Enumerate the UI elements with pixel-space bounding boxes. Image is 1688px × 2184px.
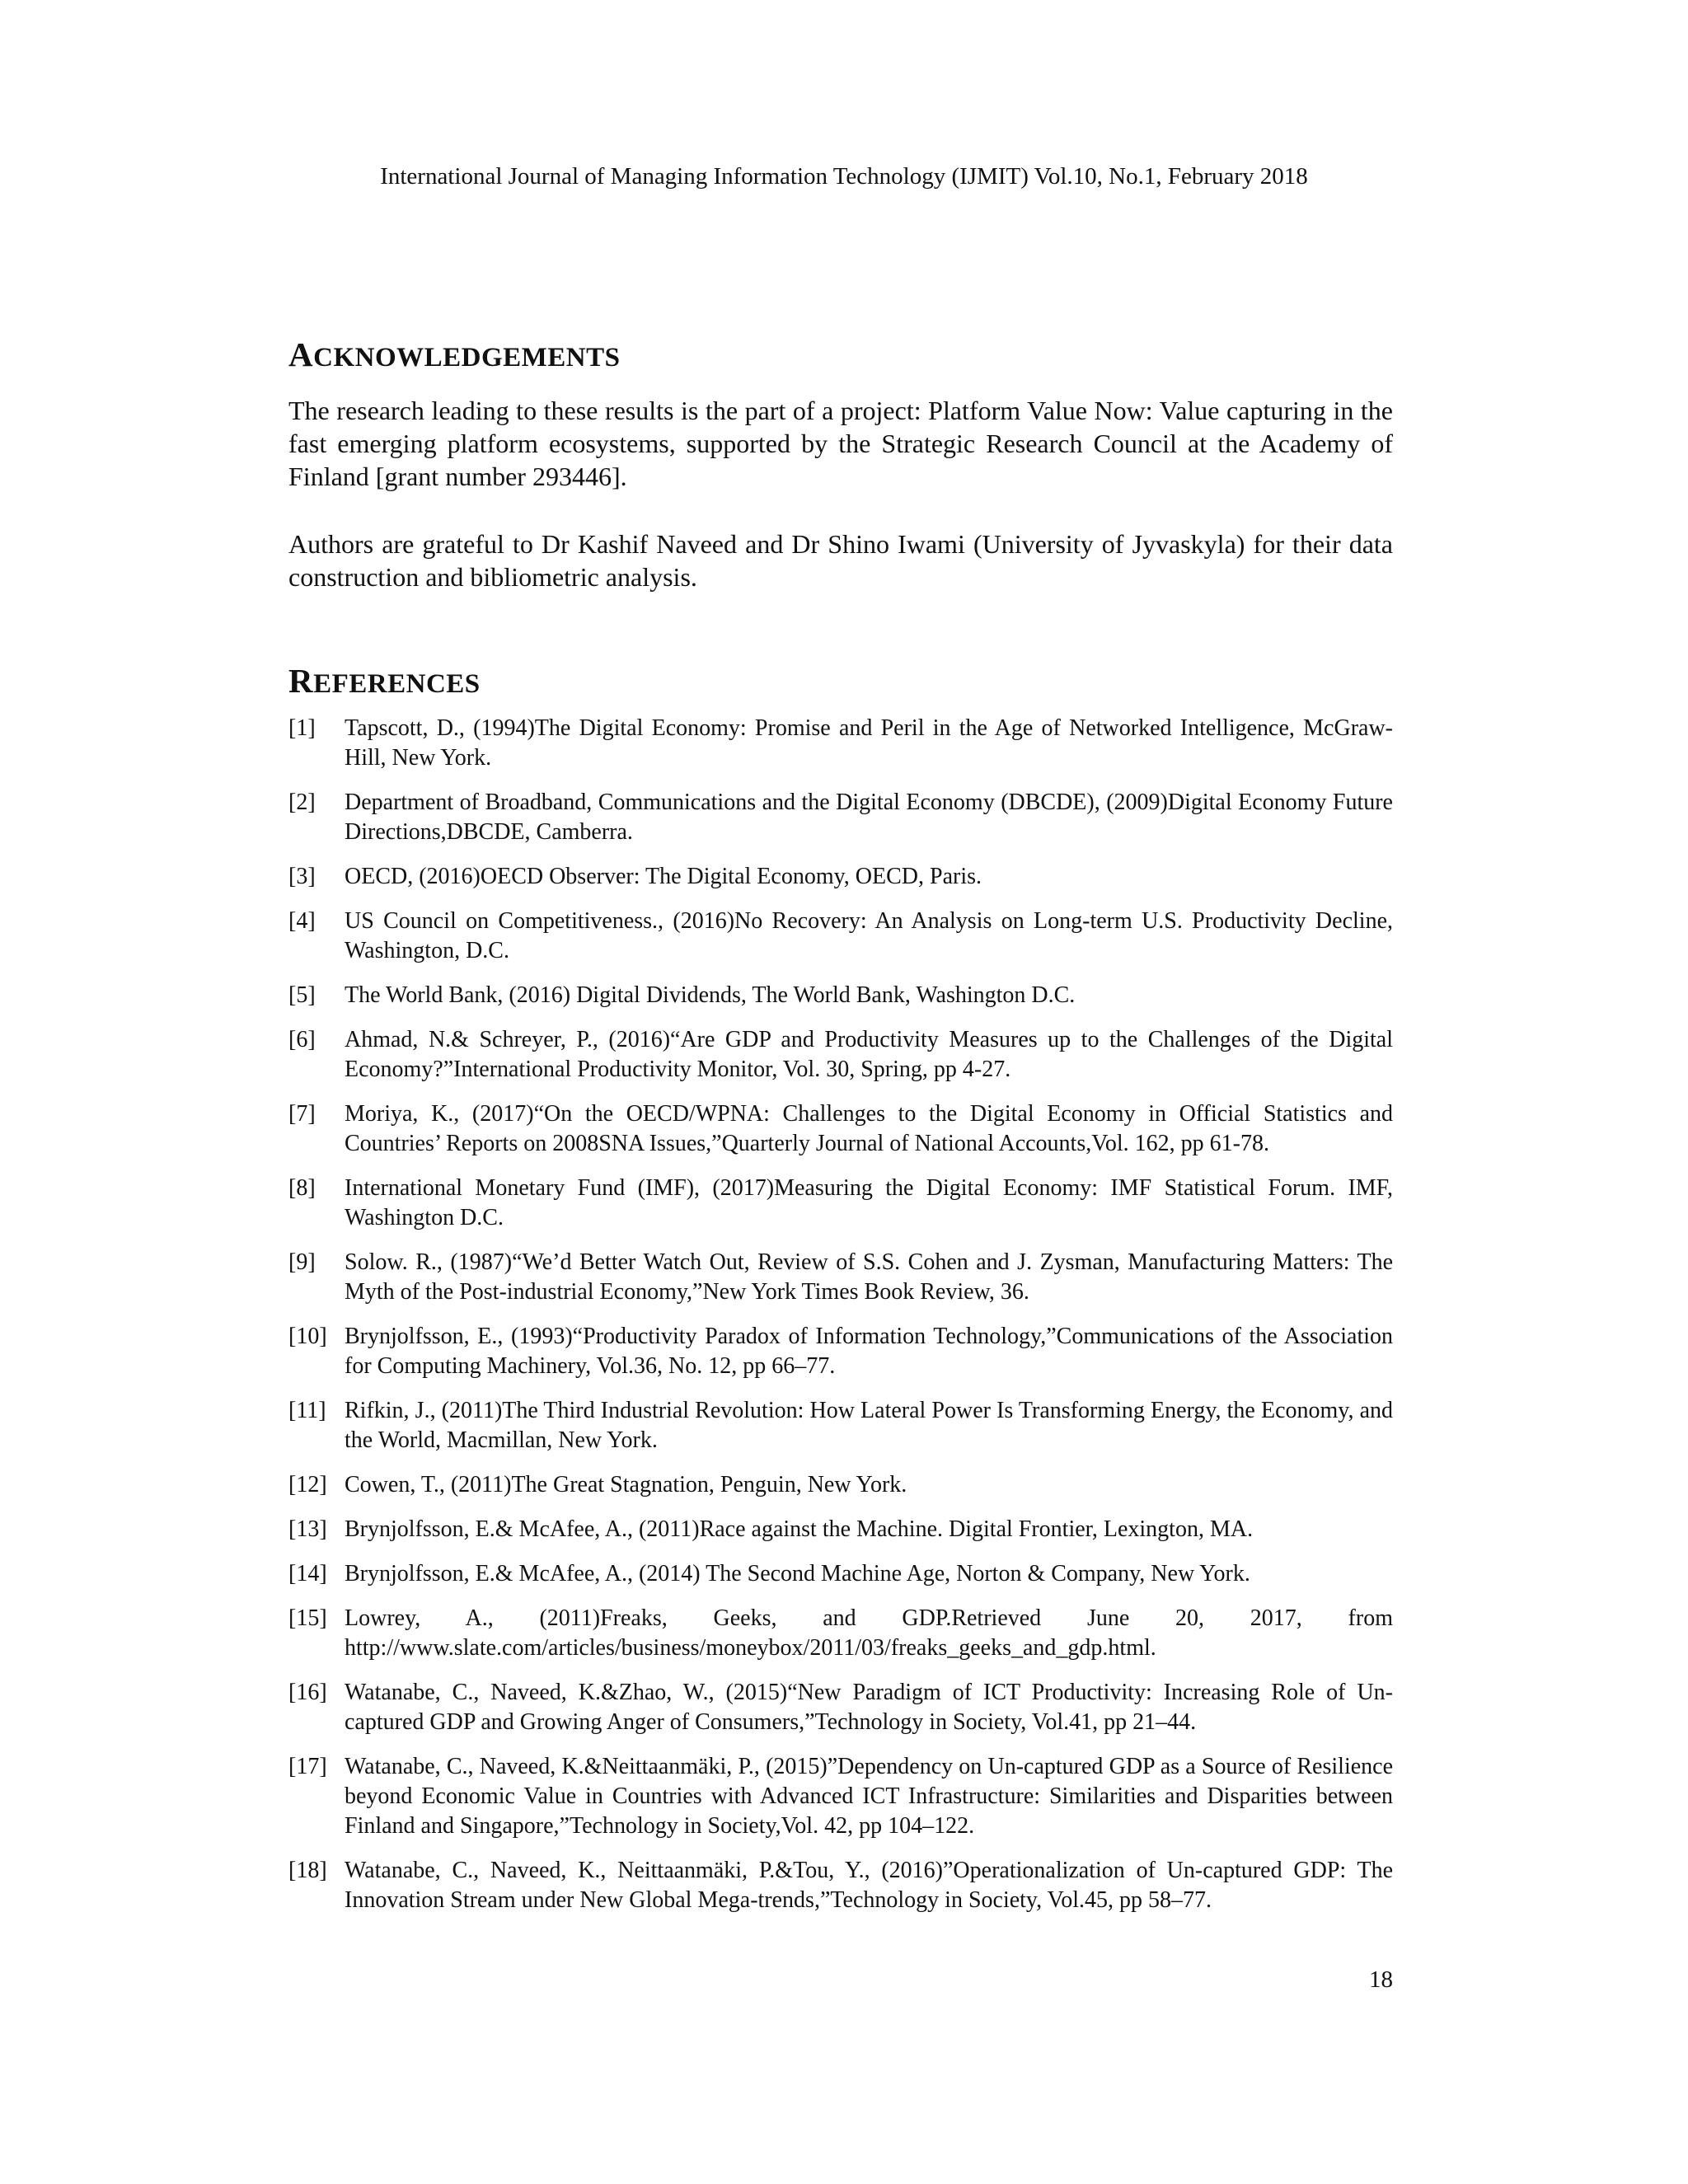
reference-text: US Council on Competitiveness., (2016)No Recovery: An Analysis on Long-term U.S. Productivity Decline, Washington, D.C. — [345, 908, 1393, 963]
acknowledgements-heading-rest: CKNOWLEDGEMENTS — [313, 343, 621, 373]
reference-item — [288, 1025, 1393, 1085]
reference-item — [288, 1322, 1393, 1381]
reference-item — [288, 907, 1393, 966]
reference-item — [288, 1248, 1393, 1307]
reference-text: Brynjolfsson, E.& McAfee, A., (2011)Race against the Machine. Digital Frontier, Lexington, MA. — [345, 1516, 1254, 1542]
reference-number: [7] — [288, 1101, 316, 1127]
reference-number: [8] — [288, 1175, 316, 1201]
acknowledgements-heading-initial: A — [288, 335, 314, 373]
reference-number: [12] — [288, 1472, 327, 1497]
page-number: 18 — [1369, 1966, 1393, 1993]
reference-number: [17] — [288, 1754, 327, 1779]
reference-number: [11] — [288, 1398, 326, 1423]
reference-number: [13] — [288, 1516, 327, 1542]
reference-text: OECD, (2016)OECD Observer: The Digital Economy, OECD, Paris. — [345, 864, 982, 889]
acknowledgements-paragraph: The research leading to these results is the part of a project: Platform Value Now: Value capturing in the fast emerging platform ecosystems, supported by the Strategic Research Council at the Academy of Finland [grant number 293446]. — [288, 396, 1393, 491]
reference-item — [288, 1515, 1393, 1544]
reference-number: [10] — [288, 1324, 327, 1349]
reference-item — [288, 1396, 1393, 1455]
reference-text: Tapscott, D., (1994)The Digital Economy: Promise and Peril in the Age of Networked Intelligence, McGraw-Hill, New York. — [345, 715, 1393, 771]
reference-text: Moriya, K., (2017)“On the OECD/WPNA: Challenges to the Digital Economy in Official Statistics and Countries’ Reports on 2008SNA Issues,”Quarterly Journal of National Accounts,Vol. 162, pp 61-78. — [345, 1101, 1393, 1156]
reference-item — [288, 981, 1393, 1010]
reference-text: Brynjolfsson, E., (1993)“Productivity Paradox of Information Technology,”Communications of the Association for Computing Machinery, Vol.36, No. 12, pp 66–77. — [345, 1324, 1393, 1379]
reference-number: [6] — [288, 1027, 316, 1052]
references-heading-rest: EFERENCES — [313, 669, 481, 699]
reference-text: Department of Broadband, Communications and the Digital Economy (DBCDE), (2009)Digital Economy Future Directions,DBCDE, Camberra. — [345, 790, 1393, 845]
reference-number: [14] — [288, 1561, 327, 1586]
reference-item — [288, 714, 1393, 773]
reference-number: [1] — [288, 715, 316, 741]
running-header: International Journal of Managing Information Technology (IJMIT) Vol.10, No.1, February 2018 — [380, 163, 1308, 190]
reference-number: [18] — [288, 1858, 327, 1883]
references-heading — [288, 663, 1393, 702]
references-heading-initial: R — [288, 662, 314, 700]
page-body — [288, 336, 1393, 1930]
reference-number: [4] — [288, 908, 316, 934]
reference-text: The World Bank, (2016) Digital Dividends, The World Bank, Washington D.C. — [345, 982, 1076, 1008]
reference-item — [288, 1099, 1393, 1159]
reference-item — [288, 1752, 1393, 1841]
reference-item — [288, 788, 1393, 847]
reference-item — [288, 862, 1393, 892]
reference-text: Rifkin, J., (2011)The Third Industrial Revolution: How Lateral Power Is Transforming Energy, the Economy, and the World, Macmillan, New York. — [345, 1398, 1393, 1453]
reference-number: [2] — [288, 790, 316, 815]
reference-text: International Monetary Fund (IMF), (2017)Measuring the Digital Economy: IMF Statistical Forum. IMF, Washington D.C. — [345, 1175, 1393, 1230]
reference-number: [15] — [288, 1605, 327, 1631]
acknowledgements-heading — [288, 336, 1393, 376]
reference-number: [3] — [288, 864, 316, 889]
reference-item — [288, 1856, 1393, 1915]
reference-list — [288, 714, 1393, 1915]
acknowledgements-paragraph: Authors are grateful to Dr Kashif Naveed and Dr Shino Iwami (University of Jyvaskyla) for their data construction and bibliometric analysis. — [288, 529, 1393, 592]
reference-text: Solow. R., (1987)“We’d Better Watch Out, Review of S.S. Cohen and J. Zysman, Manufacturing Matters: The Myth of the Post-industrial Economy,”New York Times Book Review, 36. — [345, 1249, 1393, 1305]
reference-text: Watanabe, C., Naveed, K., Neittaanmäki, P.&Tou, Y., (2016)”Operationalization of Un-captured GDP: The Innovation Stream under New Global Mega-trends,”Technology in Society, Vol.45, pp 58–77. — [345, 1858, 1393, 1913]
reference-number: [9] — [288, 1249, 316, 1275]
reference-item — [288, 1678, 1393, 1737]
reference-number: [5] — [288, 982, 316, 1008]
reference-item — [288, 1174, 1393, 1233]
reference-text: Ahmad, N.& Schreyer, P., (2016)“Are GDP and Productivity Measures up to the Challenges of the Digital Economy?”International Productivity Monitor, Vol. 30, Spring, pp 4-27. — [345, 1027, 1393, 1082]
reference-text: Cowen, T., (2011)The Great Stagnation, Penguin, New York. — [345, 1472, 907, 1497]
reference-item — [288, 1470, 1393, 1500]
reference-text: Watanabe, C., Naveed, K.&Zhao, W., (2015)“New Paradigm of ICT Productivity: Increasing Role of Un-captured GDP and Growing Anger of Consumers,”Technology in Society, Vol.41, pp 21–44. — [345, 1680, 1393, 1735]
reference-item — [288, 1559, 1393, 1589]
reference-text: Lowrey, A., (2011)Freaks, Geeks, and GDP.Retrieved June 20, 2017, from http://www.slate.com/articles/business/moneybox/2011/03/freaks_geeks_and_gdp.html. — [345, 1605, 1393, 1661]
reference-item — [288, 1604, 1393, 1663]
reference-number: [16] — [288, 1680, 327, 1705]
reference-text: Brynjolfsson, E.& McAfee, A., (2014) The Second Machine Age, Norton & Company, New York. — [345, 1561, 1250, 1586]
reference-text: Watanabe, C., Naveed, K.&Neittaanmäki, P., (2015)”Dependency on Un-captured GDP as a Source of Resilience beyond Economic Value in Countries with Advanced ICT Infrastructure: Similarities and Disparities between Finland and Singapore,”Technology in Society,Vol. 42, pp 104–122. — [345, 1754, 1393, 1839]
